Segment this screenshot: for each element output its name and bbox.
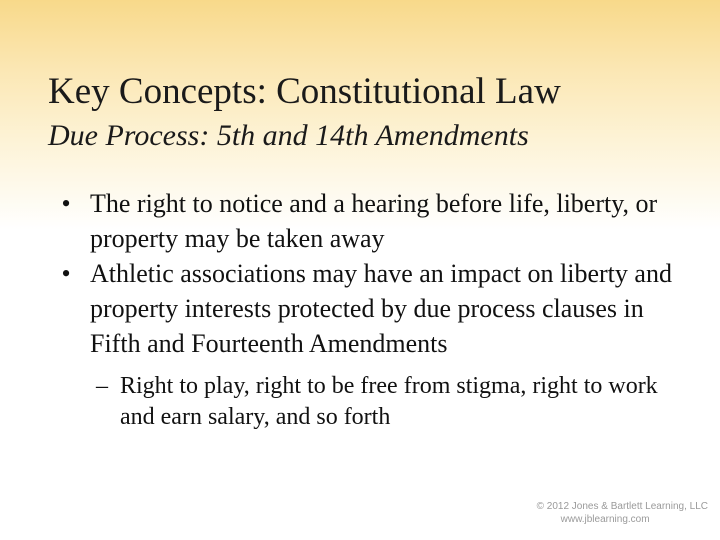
subbullet-item-rights (90, 371, 696, 433)
subbullet-marker: – (96, 373, 108, 399)
bullet-text: Athletic associations may have an impact on liberty and property interests protected by due process clauses in Fifth and Fourteenth Amendments (90, 259, 672, 358)
bullet-list (56, 186, 696, 433)
bullet-marker: • (61, 189, 71, 218)
slide-title: Key Concepts: Constitutional Law (48, 71, 561, 112)
copyright-line: © 2012 Jones & Bartlett Learning, LLC (536, 501, 708, 512)
bullet-item-athletic-associations (56, 256, 696, 433)
copyright-notice (537, 500, 708, 526)
slide-subtitle: Due Process: 5th and 14th Amendments (48, 119, 529, 152)
subbullet-list (90, 371, 696, 433)
bullet-text: The right to notice and a hearing before life, liberty, or property may be taken away (90, 189, 658, 253)
bullet-item-notice-hearing (56, 186, 696, 256)
publisher-url: www.jblearning.com (560, 514, 650, 525)
bullet-marker: • (61, 259, 71, 288)
subbullet-text: Right to play, right to be free from stigma, right to work and earn salary, and so forth (120, 373, 658, 430)
